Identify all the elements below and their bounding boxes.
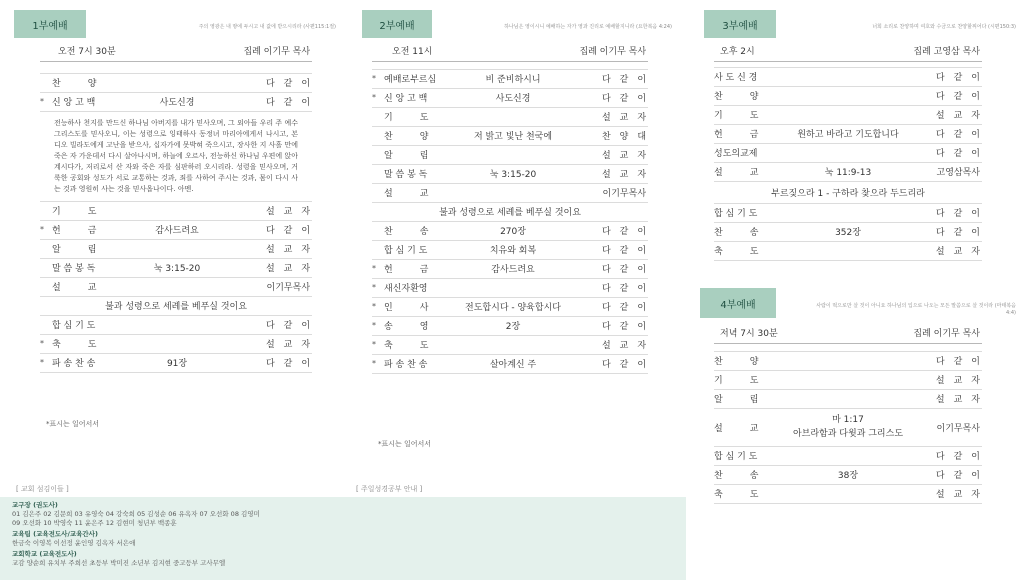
service3-order [714, 41, 982, 261]
order-row: 말 씀 봉 독 눅 3:15-20 설 교 자 [372, 164, 648, 183]
order-row: 찬 양 저 밝고 빛난 천국에 찬 양 대 [372, 126, 648, 145]
order-row: * 인 사 전도합시다 - 양육합시다 다 같 이 [372, 297, 648, 316]
order-row: 합 심 기 도 다 같 이 [40, 315, 312, 334]
order-row: 찬 송 270장 다 같 이 [372, 221, 648, 240]
service1-time: 오전 7시 30분 [40, 41, 240, 61]
order-row: 알 림 설 교 자 [714, 389, 982, 408]
order-row: * 예배로부르심 비 준비하시니 다 같 이 [372, 69, 648, 88]
order-row: * 신 앙 고 백 사도신경 다 같 이 [372, 88, 648, 107]
sermon-title: 아브라함과 다윗과 그리스도 [792, 429, 904, 439]
order-row: 찬 양 다 같 이 [40, 73, 312, 92]
order-row: 헌 금 원하고 바라고 기도합니다 다 같 이 [714, 124, 982, 143]
apostles-creed-text: 전능하사 천지를 만드신 하나님 아버지를 내가 믿사오며, 그 외아들 우리 주 예수 그리스도를 믿사오니, 이는 성령으로 잉태하사 동정녀 마리아에게서 나시고, 본디오 빌라도에게 고난을 받으사, 십자가에 못박혀 죽으시고, 장사한 지 사흘 만에 죽은 자 가운데서 다시 살아나시며, 하늘에 오르사, 전능하신 하나님 우편에 앉아계시다가, 저리로서 산 자와 죽은 자를 심판하러 오시리라. 성령을 믿사오며, 거룩한 공회와 성도가 서로 교통하는 것과, 죄를 사하여 주시는 것과, 몸이 다시 사는 것과 영원히 사는 것을 믿사옵나이다. 아멘. [40, 111, 312, 201]
service2-time: 오전 11시 [372, 41, 576, 61]
order-row: 기 도 설 교 자 [372, 107, 648, 126]
service3-verse: 너희 소리로 찬양하며 여호와 수금으로 찬양할찌어다 (시편150:3) [872, 24, 1016, 30]
church-staff-label: [ 교회 섬김이들 ] [16, 485, 69, 493]
order-row: 합 심 기 도 치유와 회복 다 같 이 [372, 240, 648, 259]
order-row: 축 도 설 교 자 [714, 241, 982, 260]
service1-tab: 1부예배 [14, 10, 86, 38]
order-row: 축 도 설 교 자 [714, 484, 982, 503]
order-row: 알 림 설 교 자 [372, 145, 648, 164]
order-row: 설 교 이기무목사 [40, 277, 312, 296]
sermon-title: 불과 성령으로 세례를 베푸실 것이요 [372, 202, 648, 221]
service3-leader: 집례 고영삼 목사 [910, 41, 982, 61]
order-row: 설 교 이기무목사 [372, 183, 648, 202]
order-row: 합 심 기 도 다 같 이 [714, 203, 982, 222]
order-row: * 축 도 설 교 자 [40, 334, 312, 353]
service3-4-panel [680, 0, 1024, 580]
order-row: * 헌 금 감사드려요 다 같 이 [40, 220, 312, 239]
standing-note: *표시는 일어서서 [378, 440, 432, 448]
order-row: * 송 영 2장 다 같 이 [372, 316, 648, 335]
service4-leader: 집례 이기무 목사 [910, 323, 982, 343]
service3-tab: 3부예배 [704, 10, 776, 38]
order-row: * 파 송 찬 송 91장 다 같 이 [40, 353, 312, 372]
order-row: 성도의교제 다 같 이 [714, 143, 982, 162]
sunday-school-label: [ 주일성경공부 안내 ] [356, 485, 423, 493]
service4-verse: 사람이 떡으로만 살 것이 아니요 하나님의 입으로 나오는 모든 말씀으로 살 것이라 (마태복음 4:4) [816, 303, 1016, 316]
staff-section [0, 497, 686, 580]
sermon-reference: 마 1:17 [832, 415, 864, 425]
order-row: 기 도 설 교 자 [714, 370, 982, 389]
order-row: * 신 앙 고 백 사도신경 다 같 이 [40, 92, 312, 111]
order-row: * 파 송 찬 송 살아계신 주 다 같 이 [372, 354, 648, 373]
order-row: 찬 송 38장 다 같 이 [714, 465, 982, 484]
order-row: 찬 양 다 같 이 [714, 86, 982, 105]
staff-school: 교회학교 (교육전도사) 교감 양순희 유치부 주희선 초등부 박미진 소년부 김지현 중고등부 고사무엘 [12, 550, 226, 567]
service4-time: 저녁 7시 30분 [714, 323, 910, 343]
order-row: 말 씀 봉 독 눅 3:15-20 설 교 자 [40, 258, 312, 277]
order-row: * 새신자환영 다 같 이 [372, 278, 648, 297]
service2-order [372, 41, 648, 374]
order-row: 찬 양 다 같 이 [714, 351, 982, 370]
service1-order [40, 41, 312, 373]
service4-order [714, 323, 982, 504]
service2-leader: 집례 이기무 목사 [576, 41, 648, 61]
order-row: * 헌 금 감사드려요 다 같 이 [372, 259, 648, 278]
service4-tab: 4부예배 [700, 288, 776, 318]
service2-verse: 하나님은 영이시니 예배하는 자가 영과 진리로 예배할지니라 (요한복음 4:24) [504, 24, 672, 30]
sermon-title: 불과 성령으로 세례를 베푸실 것이요 [40, 296, 312, 315]
service3-time: 오후 2시 [714, 41, 910, 61]
order-row: 합 심 기 도 다 같 이 [714, 446, 982, 465]
order-row: 기 도 설 교 자 [714, 105, 982, 124]
order-row: * 축 도 설 교 자 [372, 335, 648, 354]
sermon-title: 부르짖으라 1 - 구하라 찾으라 두드리라 [714, 181, 982, 203]
order-row: 설 교 눅 11:9-13 고영삼목사 [714, 162, 982, 181]
service1-verse: 주의 영광은 내 땅에 두시고 내 값에 받으시리라 (사편115:1절) [198, 24, 336, 30]
staff-pastors: 교구장 (권도사) 01 김은주 02 김문희 03 유영숙 04 강숙희 05 김성순 06 유옥자 07 오선화 08 김영미 09 오선화 10 박영숙 11 윤은주 12 김현미 청년부 백종훈 [12, 501, 260, 527]
order-row: 알 림 설 교 자 [40, 239, 312, 258]
standing-note: *표시는 일어서서 [46, 420, 100, 428]
service1-leader: 집례 이기무 목사 [240, 41, 312, 61]
service2-tab: 2부예배 [362, 10, 432, 38]
order-row: 설 교 마 1:17 아브라함과 다윗과 그리스도 이기무목사 [714, 408, 982, 446]
staff-education: 교육팀 (교육전도사/교육간사) 한금숙 이영복 이선정 윤인영 김옥자 서은애 [12, 530, 136, 547]
order-row: 기 도 설 교 자 [40, 201, 312, 220]
order-row: 사 도 신 경 다 같 이 [714, 67, 982, 86]
order-row: 찬 송 352장 다 같 이 [714, 222, 982, 241]
